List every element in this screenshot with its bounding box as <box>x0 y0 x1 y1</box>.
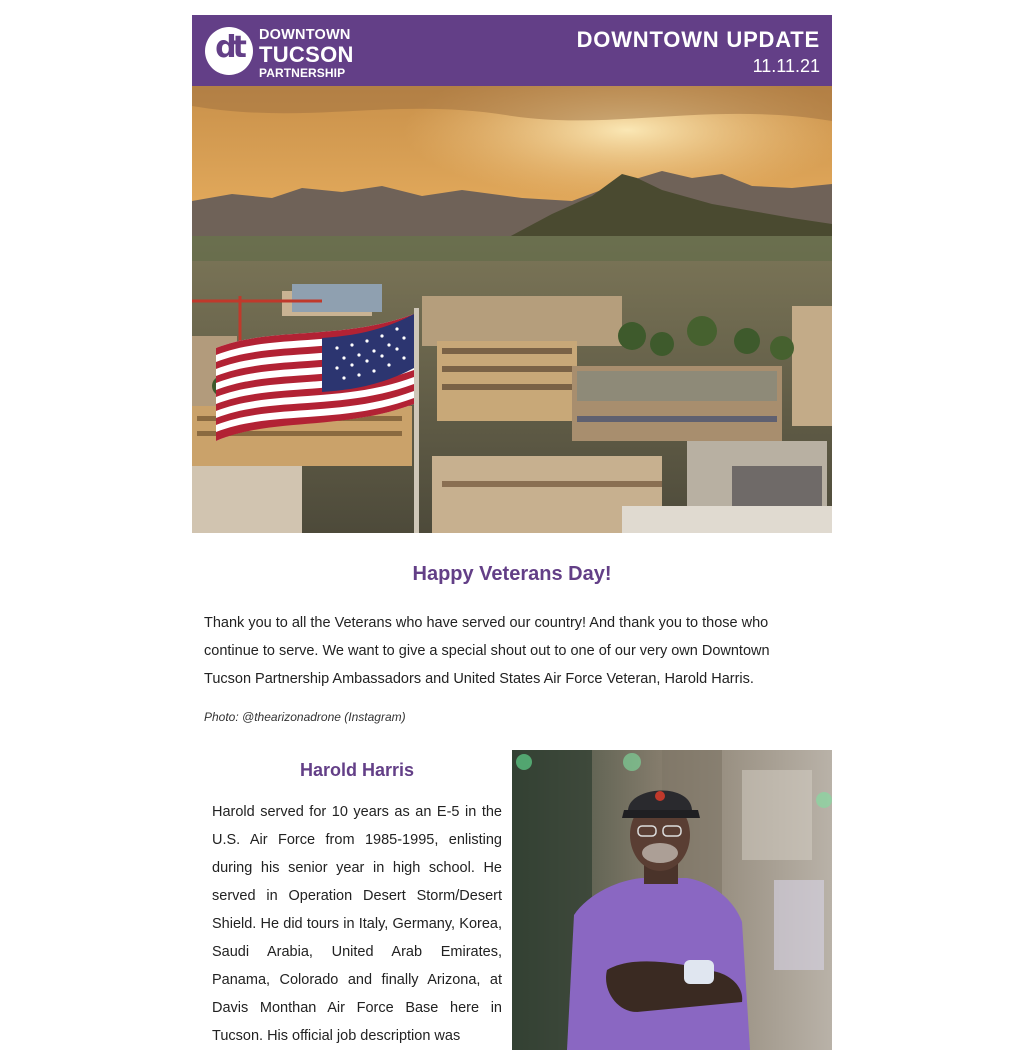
aerial-city-photo-icon <box>192 86 832 533</box>
article-intro: Thank you to all the Veterans who have served our country! And thank you to those who continue to serve. We want to give a special shout out to one of our very own Downtown Tucson Partnership Ambassadors and United States Air Force Veteran, Harold Harris. <box>204 615 770 687</box>
article-title: Happy Veterans Day! <box>412 563 612 585</box>
logo-mark-text: dt <box>215 30 243 65</box>
profile-name: Harold Harris <box>299 760 415 780</box>
logo-wordmark[interactable] <box>259 28 354 79</box>
issue-info <box>577 27 820 77</box>
newsletter-email <box>192 15 832 1050</box>
hero-image[interactable] <box>192 86 832 533</box>
logo-line-downtown: DOWNTOWN <box>259 27 351 43</box>
portrait-image[interactable] <box>512 750 832 1050</box>
profile-bio-text: Harold served for 10 years as an E-5 in the U.S. Air Force from 1985-1995, enlisting during his senior year in high school. He served in Operation Desert Storm/Desert Shield. He did tours in Italy, Germany, Korea, Saudi Arabia, United Arab Emirates, Panama, Colorado and finally Arizona, at Davis Monthan Air Force Base here in Tucson. His official job description was <box>212 804 502 1044</box>
dt-logo-icon[interactable] <box>205 27 253 75</box>
photo-credit: Photo: @thearizonadrone (Instagram) <box>204 710 406 724</box>
ambassador-portrait-icon <box>512 750 832 1050</box>
logo-line-partnership: PARTNERSHIP <box>259 65 346 80</box>
newsletter-title: DOWNTOWN UPDATE <box>576 27 820 52</box>
issue-date: 11.11.21 <box>752 56 820 76</box>
profile-bio <box>212 750 502 1050</box>
profile-section <box>192 750 832 1050</box>
logo-line-tucson: TUCSON <box>259 41 354 67</box>
newsletter-header <box>192 15 832 86</box>
